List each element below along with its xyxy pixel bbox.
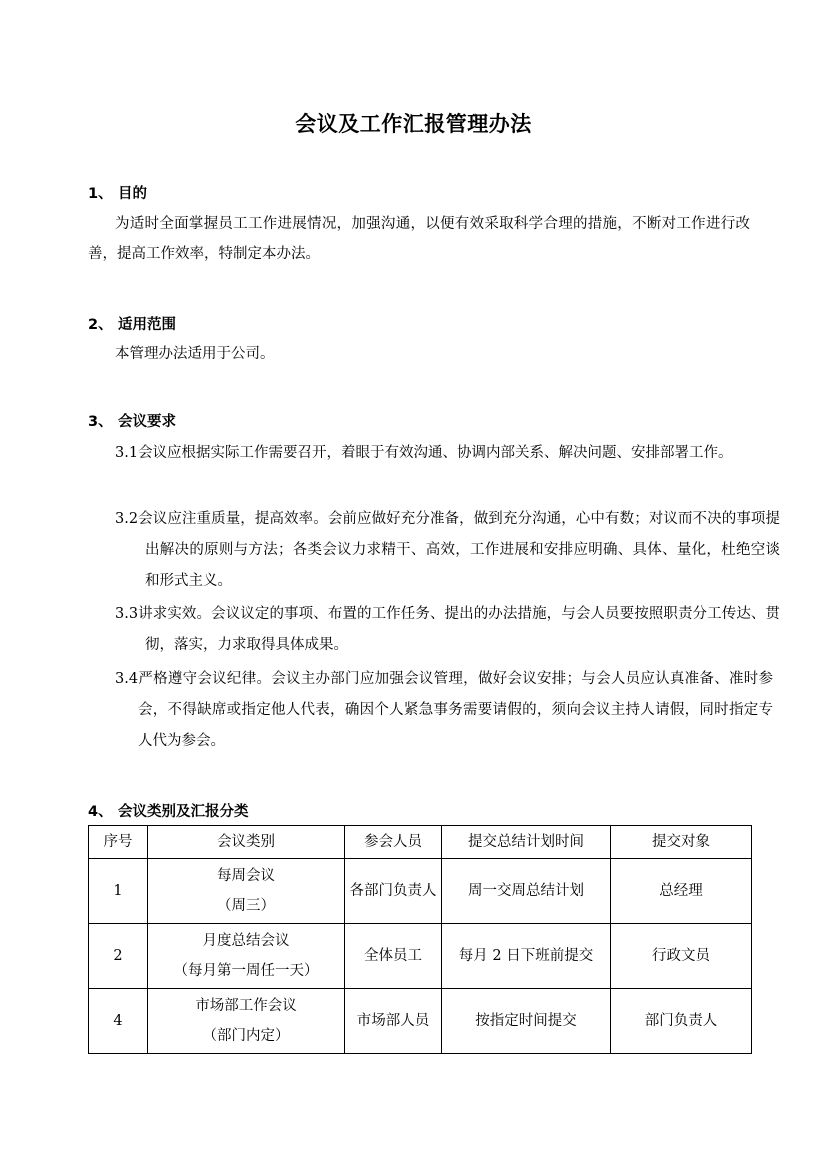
- cell-attendees: 全体员工: [345, 924, 442, 989]
- item-text: 会议应注重质量，提高效率。会前应做好充分准备，做到充分沟通，心中有数；对议而不决的事项提出解决的原则与方法；各类会议力求精干、高效，工作进展和安排应明确、具体、量化，杜绝空谈和形式主义。: [138, 511, 780, 589]
- column-header: 序号: [89, 826, 148, 859]
- section-number: 3、: [88, 414, 113, 430]
- cell-type: [148, 859, 345, 924]
- item-text: 讲求实效。会议议定的事项、布置的工作任务、提出的办法措施，与会人员要按照职责分工传达、贯彻，落实，力求取得具体成果。: [138, 606, 780, 653]
- table-row: [89, 859, 752, 924]
- requirement-item: [115, 438, 773, 469]
- column-header: 提交对象: [611, 826, 752, 859]
- cell-type: [148, 924, 345, 989]
- cell-time: 按指定时间提交: [442, 989, 611, 1054]
- section-heading-meeting-types: [88, 800, 249, 821]
- cell-no: 1: [89, 859, 148, 924]
- requirement-item: [115, 504, 780, 597]
- section-title: 目的: [118, 186, 147, 202]
- section-heading-purpose: [88, 182, 147, 203]
- column-header: 提交总结计划时间: [442, 826, 611, 859]
- cell-target: 总经理: [611, 859, 752, 924]
- section-title: 会议类别及汇报分类: [118, 804, 249, 820]
- meeting-table: [88, 825, 752, 1054]
- requirement-item: [115, 664, 773, 757]
- item-number: 3.3: [115, 606, 139, 622]
- cell-target: 行政文员: [611, 924, 752, 989]
- column-header: 会议类别: [148, 826, 345, 859]
- section-number: 1、: [88, 186, 113, 202]
- purpose-paragraph: 为适时全面掌握员工工作进展情况，加强沟通，以便有效采取科学合理的措施，不断对工作进行改善，提高工作效率，特制定本办法。: [88, 216, 750, 262]
- item-text: 会议应根据实际工作需要召开，着眼于有效沟通、协调内部关系、解决问题、安排部署工作。: [138, 445, 733, 461]
- item-number: 3.2: [115, 511, 139, 527]
- meeting-type-note: （周三）: [217, 898, 275, 914]
- meeting-type: 月度总结会议: [202, 933, 290, 949]
- section-number: 2、: [88, 317, 113, 333]
- cell-attendees: 市场部人员: [345, 989, 442, 1054]
- cell-attendees: 各部门负责人: [345, 859, 442, 924]
- table-row: [89, 924, 752, 989]
- cell-no: 2: [89, 924, 148, 989]
- table-header-row: [89, 826, 752, 859]
- scope-paragraph: 本管理办法适用于公司。: [115, 346, 275, 362]
- section-title: 会议要求: [118, 414, 176, 430]
- meeting-type: 市场部工作会议: [195, 998, 297, 1014]
- item-number: 3.4: [115, 671, 139, 687]
- meeting-type-note: （每月第一周任一天）: [173, 963, 319, 979]
- cell-target: 部门负责人: [611, 989, 752, 1054]
- cell-type: [148, 989, 345, 1054]
- section-heading-requirements: [88, 410, 176, 431]
- meeting-type-note: （部门内定）: [202, 1028, 290, 1044]
- item-text: 严格遵守会议纪律。会议主办部门应加强会议管理，做好会议安排；与会人员应认真准备、准时参会，不得缺席或指定他人代表，确因个人紧急事务需要请假的，须向会议主持人请假，同时指定专人代为参会。: [138, 671, 773, 749]
- cell-time: 每月 2 日下班前提交: [442, 924, 611, 989]
- section-number: 4、: [88, 804, 113, 820]
- page-title: 会议及工作汇报管理办法: [295, 112, 532, 136]
- column-header: 参会人员: [345, 826, 442, 859]
- cell-time: 周一交周总结计划: [442, 859, 611, 924]
- section-heading-scope: [88, 313, 176, 334]
- section-title: 适用范围: [118, 317, 176, 333]
- cell-no: 4: [89, 989, 148, 1054]
- meeting-type: 每周会议: [217, 868, 275, 884]
- requirement-item: [115, 599, 780, 661]
- item-number: 3.1: [115, 445, 139, 461]
- table-row: [89, 989, 752, 1054]
